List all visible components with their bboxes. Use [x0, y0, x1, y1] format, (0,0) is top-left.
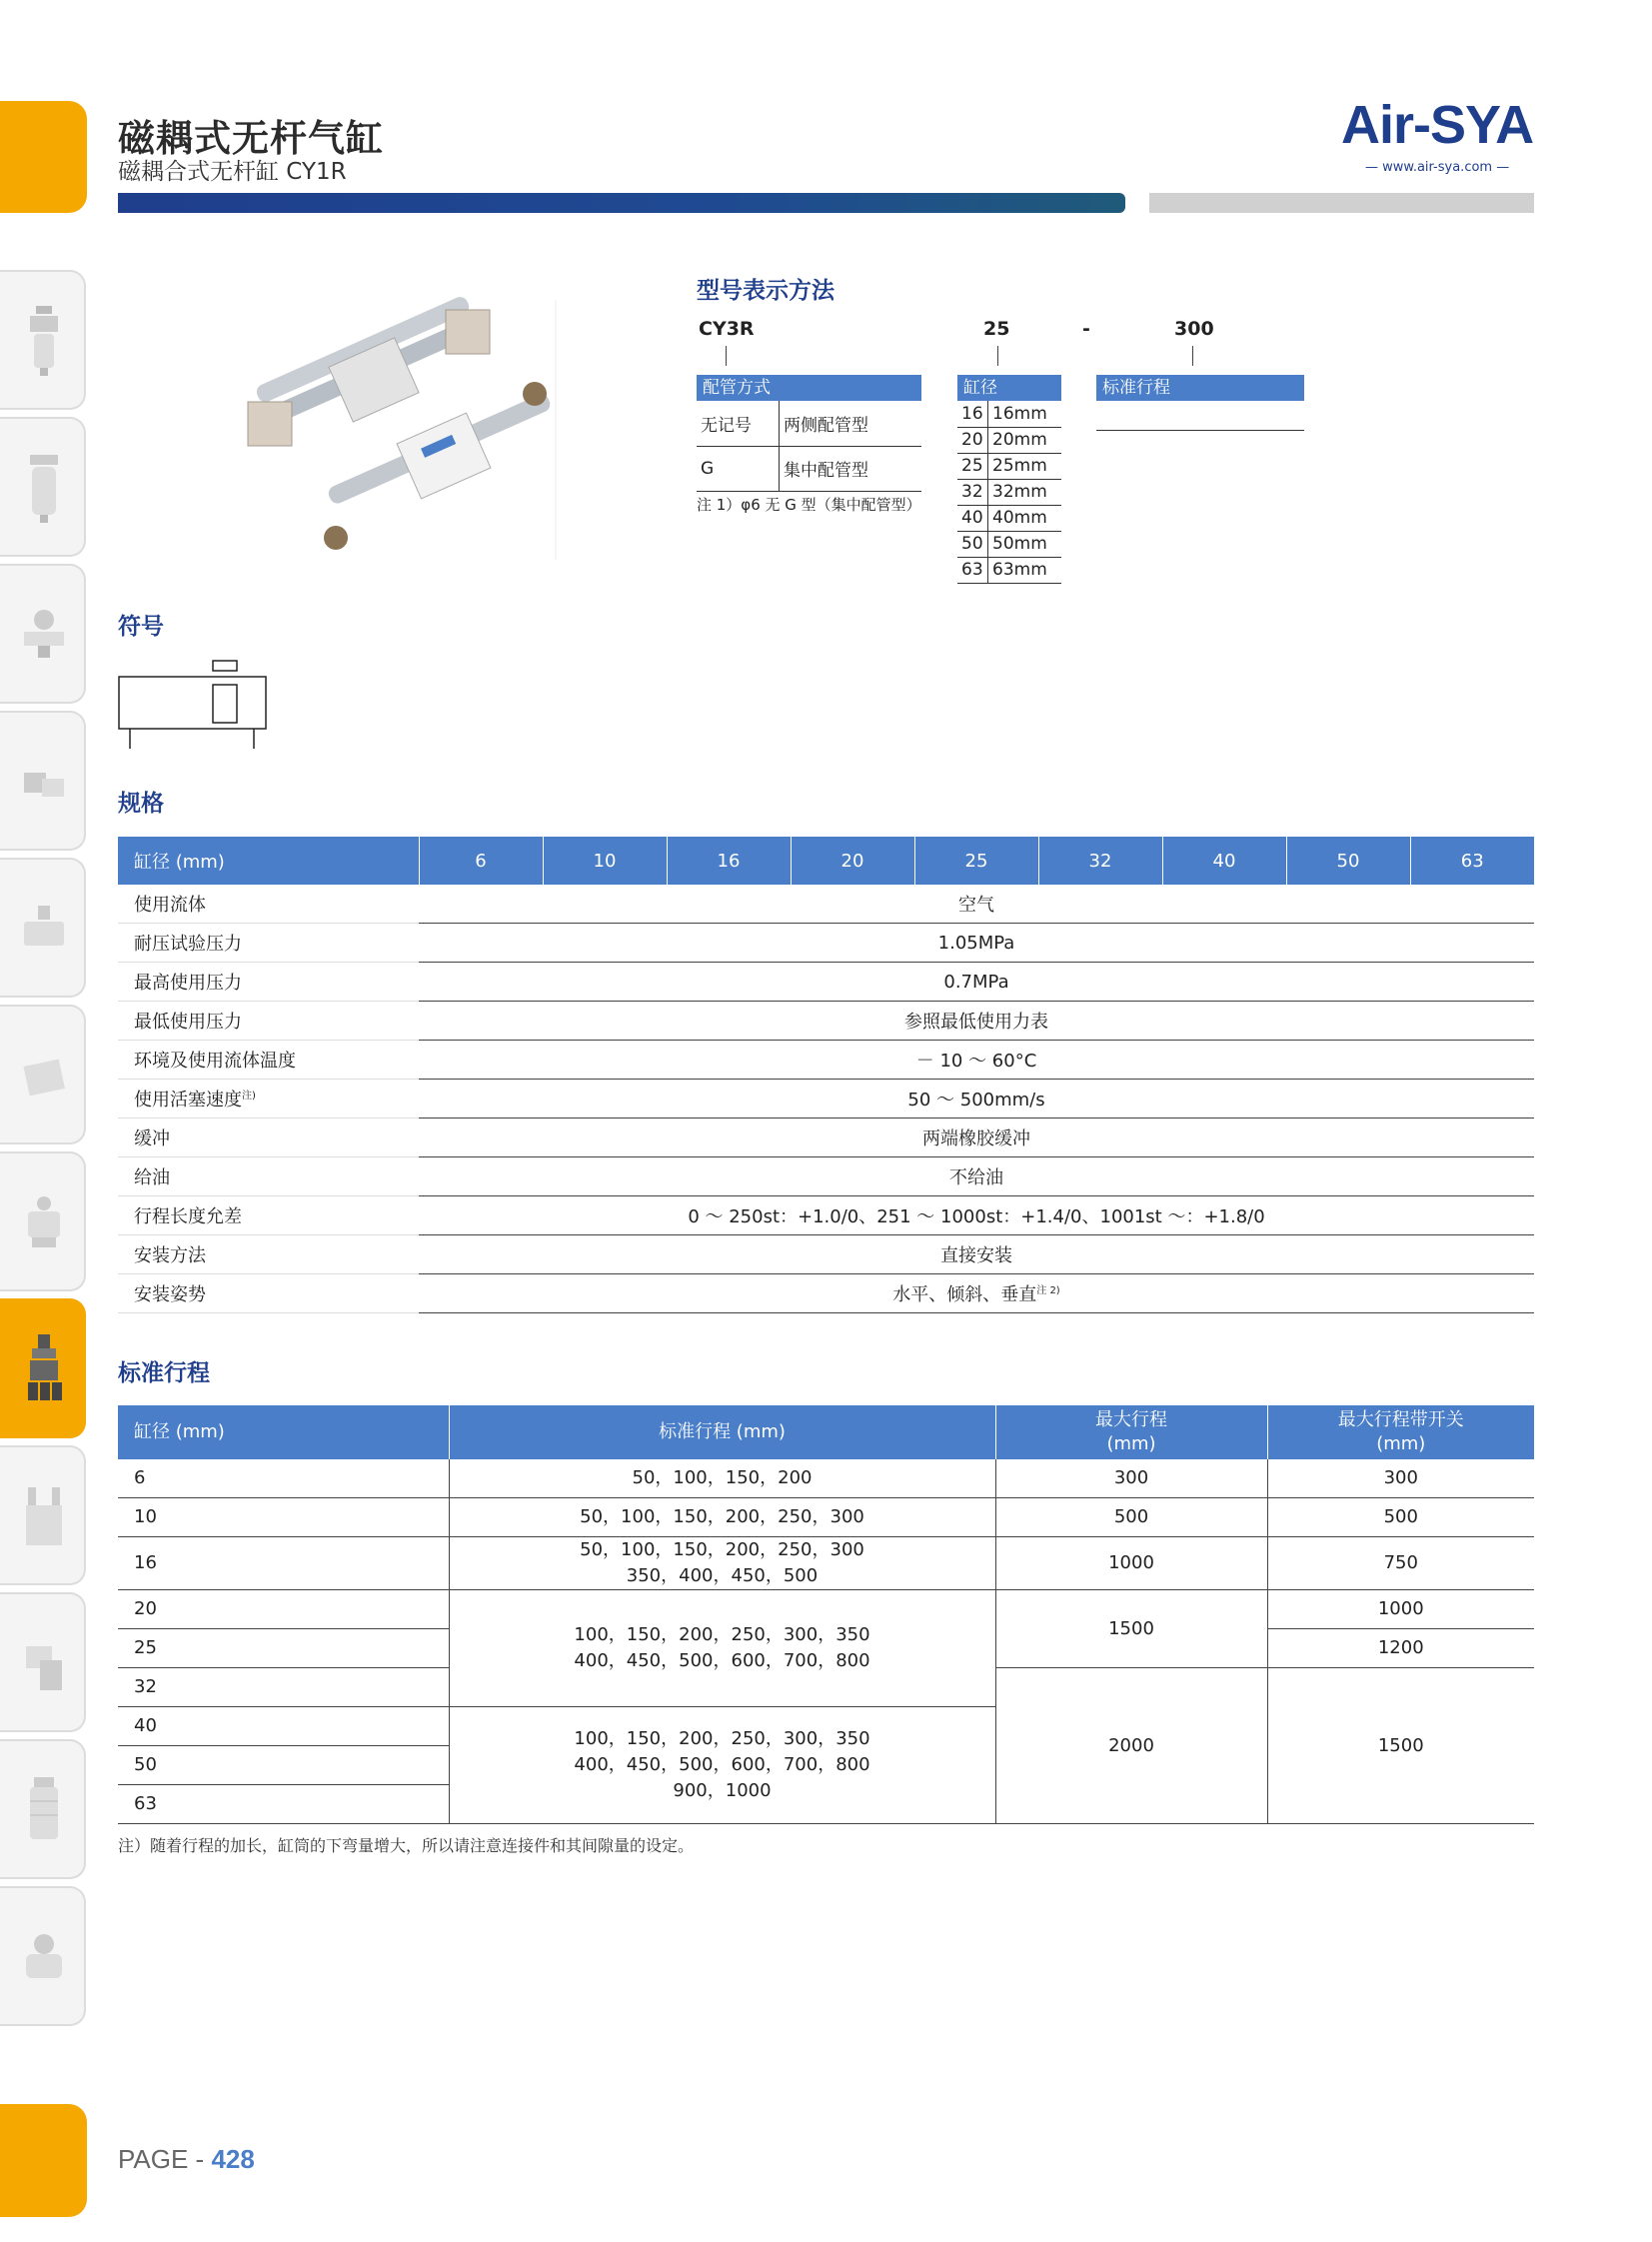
stroke-bore: 16 [118, 1537, 449, 1590]
product-image [230, 290, 570, 570]
spec-heading: 规格 [118, 791, 164, 817]
spec-label: 最低使用压力 [118, 1002, 419, 1041]
spec-value: 不给油 [419, 1157, 1534, 1196]
table-row [118, 1537, 1534, 1590]
spec-value: 0 ～ 250st：+1.0/0、251 ～ 1000st：+1.4/0、1001st ～：+1.8/0 [419, 1196, 1534, 1235]
stroke-max: 300 [995, 1459, 1267, 1498]
spec-bore: 25 [914, 837, 1038, 885]
section-tab-top [0, 101, 87, 213]
spec-value-note: 注 2) [1036, 1285, 1060, 1296]
model-tick [726, 346, 727, 366]
strokes-header-std: 标准行程 (mm) [449, 1405, 995, 1459]
table-row [118, 1459, 1534, 1498]
spec-label: 缓冲 [118, 1119, 419, 1157]
table-row [118, 1498, 1534, 1537]
spec-bore: 63 [1410, 837, 1534, 885]
sidebar-tab-gripper[interactable] [0, 1445, 86, 1585]
model-part-stroke: 300 [1174, 318, 1214, 340]
bore-code: 16 [957, 401, 988, 427]
spec-label: 使用流体 [118, 885, 419, 924]
spec-bore: 16 [667, 837, 791, 885]
spec-bore: 10 [543, 837, 667, 885]
piping-desc: 集中配管型 [780, 446, 922, 491]
spec-header-label: 缸径 (mm) [118, 837, 419, 885]
model-part-series: CY3R [699, 318, 755, 340]
silencer-icon [22, 1771, 66, 1851]
spec-bore: 6 [419, 837, 543, 885]
model-part-dash: - [1082, 318, 1090, 340]
bore-desc: 32mm [988, 479, 1062, 505]
bore-code: 20 [957, 427, 988, 453]
stroke-bore: 25 [118, 1629, 449, 1668]
spec-bore: 50 [1286, 837, 1410, 885]
table-row [118, 924, 1534, 963]
sidebar-tab-cylinder[interactable] [0, 1298, 86, 1438]
stroke-std: 50，100，150，200，250，300 350，400，450，500 [449, 1537, 995, 1590]
strokes-header-max-sw: 最大行程带开关 (mm) [1267, 1405, 1534, 1459]
spec-table [118, 837, 1534, 1313]
solenoid-icon [22, 890, 66, 970]
bore-desc: 25mm [988, 453, 1062, 479]
table-row [118, 1590, 1534, 1629]
stroke-max-sw: 1200 [1267, 1629, 1534, 1668]
spec-value: 1.05MPa [419, 924, 1534, 963]
sidebar-tab-solenoid[interactable] [0, 858, 86, 998]
stroke-bore: 50 [118, 1746, 449, 1785]
bore-code: 32 [957, 479, 988, 505]
bore-code: 50 [957, 531, 988, 557]
sidebar-tab-silencer[interactable] [0, 1739, 86, 1879]
spec-value: 50 ～ 500mm/s [419, 1080, 1534, 1119]
regulator-icon [22, 596, 66, 676]
sidebar-tab-pump[interactable] [0, 1151, 86, 1291]
stroke-std: 50，100，150，200，250，300 [449, 1498, 995, 1537]
table-row [118, 1157, 1534, 1196]
stroke-std: 50，100，150，200 [449, 1459, 995, 1498]
stroke-max-sw: 300 [1267, 1459, 1534, 1498]
lubricator-icon [22, 449, 66, 529]
table-row [118, 1274, 1534, 1313]
bore-desc: 50mm [988, 531, 1062, 557]
table-row [118, 885, 1534, 924]
spec-value: 空气 [419, 885, 1534, 924]
table-row [118, 1002, 1534, 1041]
accessory-icon [22, 1918, 66, 1998]
spec-label: 耐压试验压力 [118, 924, 419, 963]
spec-label: 给油 [118, 1157, 419, 1196]
spec-value: － 10 ～ 60°C [419, 1041, 1534, 1080]
stroke-max: 500 [995, 1498, 1267, 1537]
stroke-std: 100，150，200，250，300，350 400，450，500，600，700，800 [449, 1590, 995, 1707]
sidebar-tab-valve[interactable] [0, 711, 86, 851]
piping-desc: 两侧配管型 [780, 401, 922, 446]
spec-bore: 40 [1162, 837, 1286, 885]
page-subtitle: 磁耦合式无杆缸 CY1R [118, 159, 347, 185]
page-number: PAGE - 428 [118, 2144, 255, 2174]
bore-code: 63 [957, 557, 988, 583]
stroke-bore: 20 [118, 1590, 449, 1629]
strokes-header-bore: 缸径 (mm) [118, 1405, 449, 1459]
spec-value: 参照最低使用力表 [419, 1002, 1534, 1041]
sidebar-tab-lubricator[interactable] [0, 417, 86, 557]
model-part-bore: 25 [983, 318, 1010, 340]
sidebar-tab-block[interactable] [0, 1005, 86, 1144]
piping-header: 配管方式 [697, 375, 921, 401]
stroke-max-sw: 1500 [1267, 1668, 1534, 1824]
pump-icon [22, 1183, 66, 1263]
spec-label: 环境及使用流体温度 [118, 1041, 419, 1080]
strokes-table [118, 1405, 1534, 1824]
stroke-max: 1500 [995, 1590, 1267, 1668]
spec-value: 直接安装 [419, 1235, 1534, 1274]
strokes-header-max: 最大行程 (mm) [995, 1405, 1267, 1459]
spec-value: 两端橡胶缓冲 [419, 1119, 1534, 1157]
stroke-bore: 10 [118, 1498, 449, 1537]
sidebar-tab-regulator[interactable] [0, 564, 86, 704]
brand-logo: Air-SYA [1341, 95, 1534, 155]
table-row [118, 1196, 1534, 1235]
bore-code: 40 [957, 505, 988, 531]
stroke-bore: 32 [118, 1668, 449, 1707]
stroke-bore: 6 [118, 1459, 449, 1498]
header-bar-gray [1149, 193, 1534, 213]
stroke-header: 标准行程 [1096, 375, 1304, 401]
brand-url: — www.air-sya.com — [1365, 160, 1510, 175]
filter-icon [22, 302, 66, 382]
stroke-bore: 40 [118, 1707, 449, 1746]
spec-label: 行程长度允差 [118, 1196, 419, 1235]
page-title: 磁耦式无杆气缸 [118, 117, 384, 160]
sidebar-tab-accessory[interactable] [0, 1886, 86, 2026]
piping-code: G [697, 446, 780, 491]
spec-label: 安装姿势 [118, 1274, 419, 1313]
block-icon [22, 1037, 66, 1117]
cylinder-icon [22, 1330, 66, 1410]
sidebar-tab-filter[interactable] [0, 270, 86, 410]
table-row [118, 1119, 1534, 1157]
stroke-max-sw: 750 [1267, 1537, 1534, 1590]
bore-desc: 16mm [988, 401, 1062, 427]
spec-value: 水平、倾斜、垂直$^{注 2)}$ [419, 1274, 1534, 1313]
table-row [118, 1235, 1534, 1274]
bore-header: 缸径 [957, 375, 1061, 401]
stroke-std: 100，150，200，250，300，350 400，450，500，600，700，800 900，1000 [449, 1707, 995, 1824]
header-bar [118, 193, 1125, 213]
bore-desc: 40mm [988, 505, 1062, 531]
table-row [118, 1041, 1534, 1080]
piping-table [697, 401, 921, 492]
model-tick [997, 346, 998, 366]
spec-label: 安装方法 [118, 1235, 419, 1274]
strokes-note: 注）随着行程的加长，缸筒的下弯量增大，所以请注意连接件和其间隙量的设定。 [118, 1836, 695, 1855]
stroke-max: 2000 [995, 1668, 1267, 1824]
spec-label-note: 注) [242, 1091, 256, 1102]
bore-desc: 20mm [988, 427, 1062, 453]
sidebar-tab-fitting[interactable] [0, 1592, 86, 1732]
spec-label: 使用活塞速度$^{注)}$ [118, 1080, 419, 1119]
stroke-max-sw: 500 [1267, 1498, 1534, 1537]
strokes-heading: 标准行程 [118, 1360, 210, 1386]
model-heading: 型号表示方法 [697, 278, 834, 304]
fitting-icon [22, 1624, 66, 1704]
valve-icon [22, 743, 66, 823]
stroke-max-sw: 1000 [1267, 1590, 1534, 1629]
gripper-icon [22, 1477, 66, 1557]
bore-code: 25 [957, 453, 988, 479]
cylinder-symbol [118, 655, 268, 751]
piping-code: 无记号 [697, 401, 780, 446]
spec-bore: 32 [1038, 837, 1162, 885]
bore-table [957, 401, 1061, 584]
spec-value: 0.7MPa [419, 963, 1534, 1002]
table-row [118, 1080, 1534, 1119]
spec-bore: 20 [791, 837, 914, 885]
model-tick [1192, 346, 1193, 366]
bore-desc: 63mm [988, 557, 1062, 583]
table-row [118, 963, 1534, 1002]
stroke-max: 1000 [995, 1537, 1267, 1590]
symbol-heading: 符号 [118, 614, 164, 640]
stroke-line [1096, 430, 1304, 431]
section-tab-bottom [0, 2104, 87, 2217]
spec-label: 最高使用压力 [118, 963, 419, 1002]
piping-note: 注 1）φ6 无 G 型（集中配管型） [697, 496, 921, 514]
stroke-bore: 63 [118, 1785, 449, 1824]
